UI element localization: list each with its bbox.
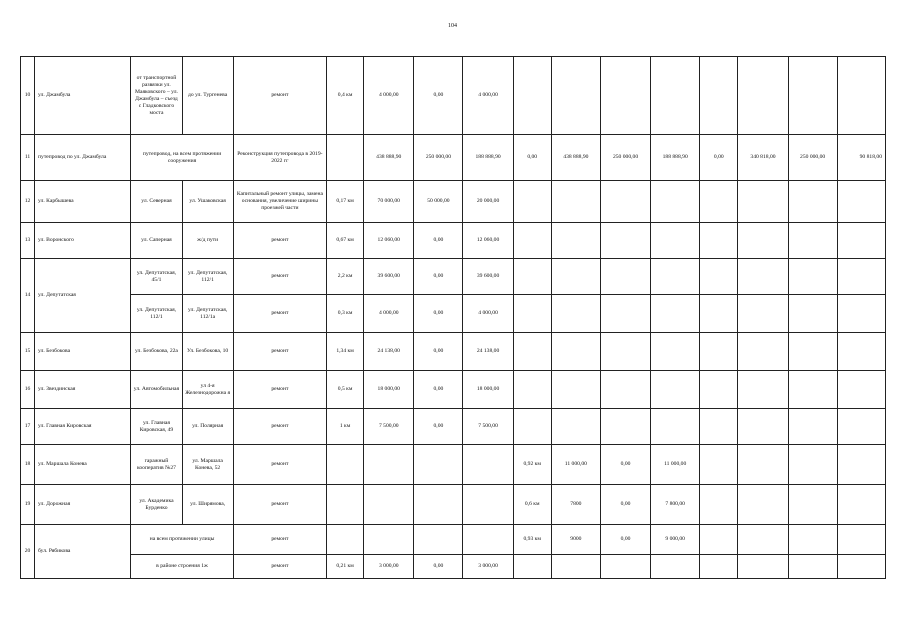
empty-cell xyxy=(551,259,600,295)
value-federal: 0,00 xyxy=(414,259,463,295)
value-federal: 0,00 xyxy=(414,295,463,333)
empty-cell xyxy=(651,409,700,445)
value-local: 4 000,00 xyxy=(463,295,513,333)
table-row xyxy=(21,409,886,445)
empty-cell xyxy=(788,295,837,333)
value-local: 18 000,00 xyxy=(463,371,513,409)
empty-cell xyxy=(551,181,600,223)
row-number: 16 xyxy=(21,371,35,409)
empty-cell xyxy=(738,445,788,485)
year2-total: 11 000,00 xyxy=(551,445,600,485)
empty-cell xyxy=(364,525,414,555)
value-federal: 0,00 xyxy=(414,333,463,371)
section-to: ул. Ушаковская xyxy=(182,181,233,223)
table-row xyxy=(21,555,886,579)
empty-cell xyxy=(551,371,600,409)
empty-cell xyxy=(738,555,788,579)
street-name: ул. Маршала Конева xyxy=(35,445,131,485)
empty-cell xyxy=(738,333,788,371)
empty-cell xyxy=(700,259,738,295)
length: 0,5 км xyxy=(327,371,364,409)
empty-cell xyxy=(700,333,738,371)
work-type: ремонт xyxy=(233,485,326,525)
section-from-to: на всем протяжении улицы xyxy=(131,525,233,555)
empty-cell xyxy=(837,525,885,555)
empty-cell xyxy=(700,295,738,333)
empty-cell xyxy=(600,259,650,295)
section-to: ул. Ширямова, xyxy=(182,485,233,525)
value-total: 3 000,00 xyxy=(364,555,414,579)
row-number: 13 xyxy=(21,223,35,259)
length: 1,34 км xyxy=(327,333,364,371)
empty-cell xyxy=(788,181,837,223)
table-row xyxy=(21,485,886,525)
length: 0,21 км xyxy=(327,555,364,579)
row-number: 10 xyxy=(21,57,35,135)
empty-cell xyxy=(327,485,364,525)
empty-cell xyxy=(651,333,700,371)
section-to: ж/д пути xyxy=(182,223,233,259)
empty-cell xyxy=(600,409,650,445)
empty-cell xyxy=(837,555,885,579)
year3-local: 90 818,00 xyxy=(837,135,885,181)
empty-cell xyxy=(551,295,600,333)
table-row xyxy=(21,259,886,295)
work-type: ремонт xyxy=(233,223,326,259)
work-type: ремонт xyxy=(233,525,326,555)
page-number: 104 xyxy=(448,23,457,29)
work-type: ремонт xyxy=(233,295,326,333)
year2-federal: 0,00 xyxy=(600,525,650,555)
empty-cell xyxy=(651,259,700,295)
empty-cell xyxy=(700,485,738,525)
street-name: путепровод по ул. Джамбула xyxy=(35,135,131,181)
empty-cell xyxy=(600,57,650,135)
row-number: 12 xyxy=(21,181,35,223)
table-row xyxy=(21,135,886,181)
year2-length: 0,00 xyxy=(513,135,551,181)
empty-cell xyxy=(738,259,788,295)
empty-cell xyxy=(700,181,738,223)
empty-cell xyxy=(700,445,738,485)
empty-cell xyxy=(551,555,600,579)
value-federal: 50 000,00 xyxy=(414,181,463,223)
empty-cell xyxy=(513,295,551,333)
year3-length: 0,00 xyxy=(700,135,738,181)
work-type: ремонт xyxy=(233,409,326,445)
table-row xyxy=(21,525,886,555)
section-from: ул. Автомобильная xyxy=(131,371,182,409)
value-local: 24 138,00 xyxy=(463,333,513,371)
empty-cell xyxy=(788,525,837,555)
value-total: 18 000,00 xyxy=(364,371,414,409)
empty-cell xyxy=(414,485,463,525)
value-federal: 250 000,00 xyxy=(414,135,463,181)
empty-cell xyxy=(837,371,885,409)
empty-cell xyxy=(700,57,738,135)
value-total: 12 060,00 xyxy=(364,223,414,259)
empty-cell xyxy=(651,555,700,579)
empty-cell xyxy=(700,525,738,555)
empty-cell xyxy=(651,57,700,135)
empty-cell xyxy=(738,181,788,223)
section-from: ул. Северная xyxy=(131,181,182,223)
year2-local: 7 800,00 xyxy=(651,485,700,525)
year2-length: 0,6 км xyxy=(513,485,551,525)
empty-cell xyxy=(327,135,364,181)
empty-cell xyxy=(414,525,463,555)
year2-federal: 0,00 xyxy=(600,485,650,525)
empty-cell xyxy=(738,371,788,409)
empty-cell xyxy=(551,333,600,371)
empty-cell xyxy=(788,223,837,259)
value-federal: 0,00 xyxy=(414,57,463,135)
year2-federal: 0,00 xyxy=(600,445,650,485)
value-local: 4 000,00 xyxy=(463,57,513,135)
year2-local: 188 888,90 xyxy=(651,135,700,181)
empty-cell xyxy=(788,371,837,409)
value-federal: 0,00 xyxy=(414,223,463,259)
section-to: Ул. Безбокова, 10 xyxy=(182,333,233,371)
empty-cell xyxy=(651,223,700,259)
empty-cell xyxy=(600,295,650,333)
empty-cell xyxy=(551,223,600,259)
empty-cell xyxy=(651,181,700,223)
work-type: ремонт xyxy=(233,333,326,371)
length: 2,2 км xyxy=(327,259,364,295)
value-total: 7 500,00 xyxy=(364,409,414,445)
section-from: ул. Академика Бурденко xyxy=(131,485,182,525)
row-number: 19 xyxy=(21,485,35,525)
empty-cell xyxy=(738,223,788,259)
value-total: 4 000,00 xyxy=(364,57,414,135)
year2-total: 9000 xyxy=(551,525,600,555)
value-local: 20 000,00 xyxy=(463,181,513,223)
empty-cell xyxy=(788,259,837,295)
length: 1 км xyxy=(327,409,364,445)
table-row xyxy=(21,295,886,333)
length: 0,17 км xyxy=(327,181,364,223)
empty-cell xyxy=(600,333,650,371)
row-number: 20 xyxy=(21,525,35,579)
empty-cell xyxy=(600,181,650,223)
empty-cell xyxy=(463,485,513,525)
empty-cell xyxy=(463,445,513,485)
section-to: ул 4-я Железнодорожна я xyxy=(182,371,233,409)
value-federal: 0,00 xyxy=(414,371,463,409)
value-total: 39 600,00 xyxy=(364,259,414,295)
empty-cell xyxy=(651,371,700,409)
work-type: ремонт xyxy=(233,371,326,409)
empty-cell xyxy=(837,57,885,135)
empty-cell xyxy=(837,333,885,371)
year2-length: 0,93 км xyxy=(513,525,551,555)
section-to: ул. Депутатская, 112/1 xyxy=(182,259,233,295)
row-number: 15 xyxy=(21,333,35,371)
empty-cell xyxy=(788,57,837,135)
empty-cell xyxy=(738,485,788,525)
year2-local: 9 000,00 xyxy=(651,525,700,555)
value-total: 24 138,00 xyxy=(364,333,414,371)
section-from: гаражный кооператив №27 xyxy=(131,445,182,485)
value-total: 4 000,00 xyxy=(364,295,414,333)
length: 0,67 км xyxy=(327,223,364,259)
empty-cell xyxy=(837,485,885,525)
work-type: ремонт xyxy=(233,445,326,485)
table-row xyxy=(21,445,886,485)
section-to: ул. Маршала Конева, 52 xyxy=(182,445,233,485)
street-name: ул. Карбышева xyxy=(35,181,131,223)
section-from-to: в районе строения 1ж xyxy=(131,555,233,579)
empty-cell xyxy=(513,409,551,445)
work-type: ремонт xyxy=(233,259,326,295)
empty-cell xyxy=(364,485,414,525)
value-federal: 0,00 xyxy=(414,555,463,579)
table-row xyxy=(21,57,886,135)
road-repair-table xyxy=(20,56,886,579)
value-federal: 0,00 xyxy=(414,409,463,445)
year3-total: 340 818,00 xyxy=(738,135,788,181)
street-name: бул. Рябикова xyxy=(35,525,131,579)
section-from: от транспортной развязки ул. Маяковского – ул. Джамбула – съезд с Гладковского моста xyxy=(131,57,182,135)
work-type: ремонт xyxy=(233,555,326,579)
year2-federal: 250 000,00 xyxy=(600,135,650,181)
year2-length: 0,92 км xyxy=(513,445,551,485)
empty-cell xyxy=(327,525,364,555)
empty-cell xyxy=(700,409,738,445)
empty-cell xyxy=(837,259,885,295)
empty-cell xyxy=(513,181,551,223)
street-name: ул. Главная Кировская xyxy=(35,409,131,445)
empty-cell xyxy=(513,333,551,371)
table-row xyxy=(21,223,886,259)
value-local: 12 060,00 xyxy=(463,223,513,259)
empty-cell xyxy=(600,223,650,259)
empty-cell xyxy=(551,57,600,135)
section-from: ул. Депутатская, 45/1 xyxy=(131,259,182,295)
empty-cell xyxy=(738,409,788,445)
empty-cell xyxy=(600,555,650,579)
empty-cell xyxy=(788,555,837,579)
value-local: 3 000,00 xyxy=(463,555,513,579)
value-local: 7 500,00 xyxy=(463,409,513,445)
empty-cell xyxy=(513,555,551,579)
section-from: ул. Депутатская, 112/1 xyxy=(131,295,182,333)
empty-cell xyxy=(327,445,364,485)
street-name: ул. Безбокова xyxy=(35,333,131,371)
street-name: ул. Звездинская xyxy=(35,371,131,409)
year3-federal: 250 000,00 xyxy=(788,135,837,181)
empty-cell xyxy=(738,57,788,135)
street-name: ул. Депутатская xyxy=(35,259,131,333)
length: 0,3 км xyxy=(327,295,364,333)
street-name: ул. Дорожная xyxy=(35,485,131,525)
year2-local: 11 000,00 xyxy=(651,445,700,485)
empty-cell xyxy=(837,181,885,223)
section-from: ул. Главная Кировская, 49 xyxy=(131,409,182,445)
length: 0,4 км xyxy=(327,57,364,135)
empty-cell xyxy=(788,409,837,445)
empty-cell xyxy=(837,223,885,259)
value-local: 188 888,90 xyxy=(463,135,513,181)
empty-cell xyxy=(700,555,738,579)
empty-cell xyxy=(651,295,700,333)
year2-total: 7800 xyxy=(551,485,600,525)
section-to: до ул. Тургенева xyxy=(182,57,233,135)
empty-cell xyxy=(837,295,885,333)
empty-cell xyxy=(513,223,551,259)
empty-cell xyxy=(600,371,650,409)
section-to: ул. Депутатская, 112/1а xyxy=(182,295,233,333)
empty-cell xyxy=(463,525,513,555)
row-number: 11 xyxy=(21,135,35,181)
street-name: ул. Джамбула xyxy=(35,57,131,135)
row-number: 17 xyxy=(21,409,35,445)
empty-cell xyxy=(788,485,837,525)
section-to: ул. Полярная xyxy=(182,409,233,445)
row-number: 14 xyxy=(21,259,35,333)
value-total: 438 888,90 xyxy=(364,135,414,181)
empty-cell xyxy=(700,371,738,409)
work-type: Капитальный ремонт улицы, замена основания, увеличение ширины проезжей части xyxy=(233,181,326,223)
empty-cell xyxy=(414,445,463,485)
work-type: ремонт xyxy=(233,57,326,135)
value-local: 39 600,00 xyxy=(463,259,513,295)
empty-cell xyxy=(364,445,414,485)
empty-cell xyxy=(837,409,885,445)
empty-cell xyxy=(788,333,837,371)
row-number: 18 xyxy=(21,445,35,485)
work-type: Реконструкция путепровода в 2019-2022 гг xyxy=(233,135,326,181)
value-total: 70 000,00 xyxy=(364,181,414,223)
table-row xyxy=(21,181,886,223)
empty-cell xyxy=(738,295,788,333)
section-from-to: путепровод, на всем протяжении сооружения xyxy=(131,135,233,181)
empty-cell xyxy=(513,371,551,409)
empty-cell xyxy=(700,223,738,259)
empty-cell xyxy=(513,259,551,295)
empty-cell xyxy=(738,525,788,555)
table-row xyxy=(21,371,886,409)
section-from: ул. Саперная xyxy=(131,223,182,259)
table-row xyxy=(21,333,886,371)
empty-cell xyxy=(788,445,837,485)
empty-cell xyxy=(551,409,600,445)
street-name: ул. Воронского xyxy=(35,223,131,259)
year2-total: 438 888,90 xyxy=(551,135,600,181)
empty-cell xyxy=(513,57,551,135)
section-from: ул. Безбокова, 22а xyxy=(131,333,182,371)
empty-cell xyxy=(837,445,885,485)
